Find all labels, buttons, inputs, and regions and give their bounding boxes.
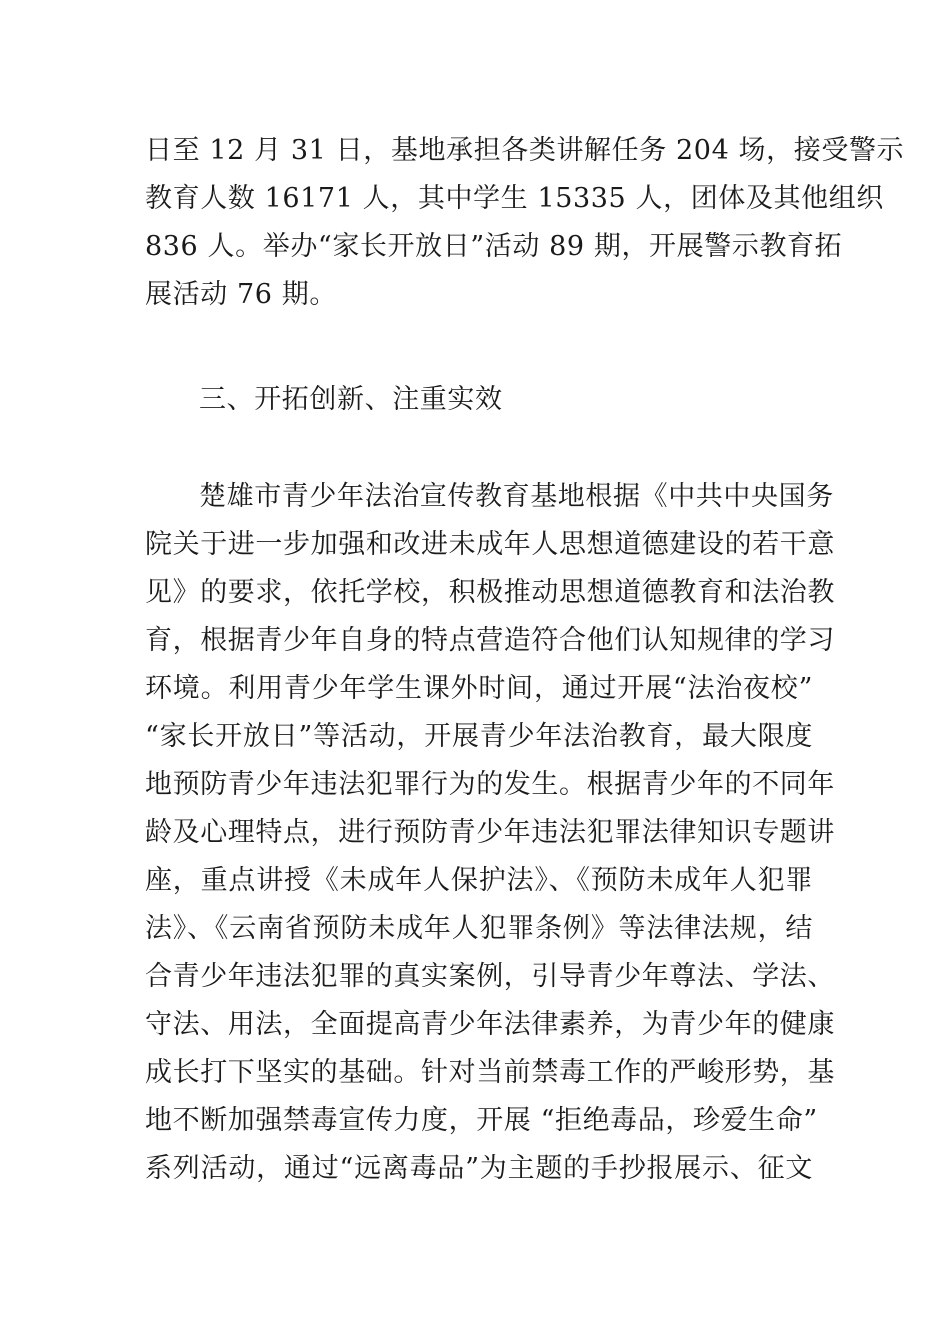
paragraph-line: 法》、《云南省预防未成年人犯罪条例》等法律法规，结 <box>145 913 813 944</box>
section-heading <box>145 376 813 424</box>
paragraph-line: 龄及心理特点，进行预防青少年违法犯罪法律知识专题讲 <box>145 817 835 848</box>
paragraph-line: 展活动 76 期。 <box>145 279 337 310</box>
paragraph-line: 育，根据青少年自身的特点营造符合他们认知规律的学习 <box>145 625 835 656</box>
paragraph-line: 守法、用法，全面提高青少年法律素养，为青少年的健康 <box>145 1009 835 1040</box>
paragraph-line: 环境。利用青少年学生课外时间，通过开展“法治夜校” <box>145 673 813 704</box>
paragraph-line: “家长开放日”等活动，开展青少年法治教育，最大限度 <box>145 721 813 752</box>
paragraph-line: 院关于进一步加强和改进未成年人思想道德建设的若干意 <box>145 529 835 560</box>
paragraph-line: 教育人数 16171 人，其中学生 15335 人，团体及其他组织 <box>145 183 884 214</box>
section-heading-text: 三、开拓创新、注重实效 <box>199 384 503 415</box>
paragraph-line: 日至 12 月 31 日，基地承担各类讲解任务 204 场，接受警示 <box>145 135 905 166</box>
paragraph-line: 成长打下坚实的基础。针对当前禁毒工作的严峻形势，基 <box>145 1057 835 1088</box>
paragraph-line: 836 人。举办“家长开放日”活动 89 期，开展警示教育拓 <box>145 231 843 262</box>
paragraph-education-base <box>145 473 835 1193</box>
paragraph-statistics <box>145 127 905 319</box>
paragraph-line: 合青少年违法犯罪的真实案例，引导青少年尊法、学法、 <box>145 961 835 992</box>
paragraph-line: 座，重点讲授《未成年人保护法》、《预防未成年人犯罪 <box>145 865 813 896</box>
paragraph-line: 地预防青少年违法犯罪行为的发生。根据青少年的不同年 <box>145 769 835 800</box>
paragraph-line: 系列活动，通过“远离毒品”为主题的手抄报展示、征文 <box>145 1153 813 1184</box>
paragraph-line: 楚雄市青少年法治宣传教育基地根据《中共中央国务 <box>199 481 834 512</box>
paragraph-line: 地不断加强禁毒宣传力度，开展 “拒绝毒品，珍爱生命” <box>145 1105 818 1136</box>
paragraph-line: 见》的要求，依托学校，积极推动思想道德教育和法治教 <box>145 577 835 608</box>
